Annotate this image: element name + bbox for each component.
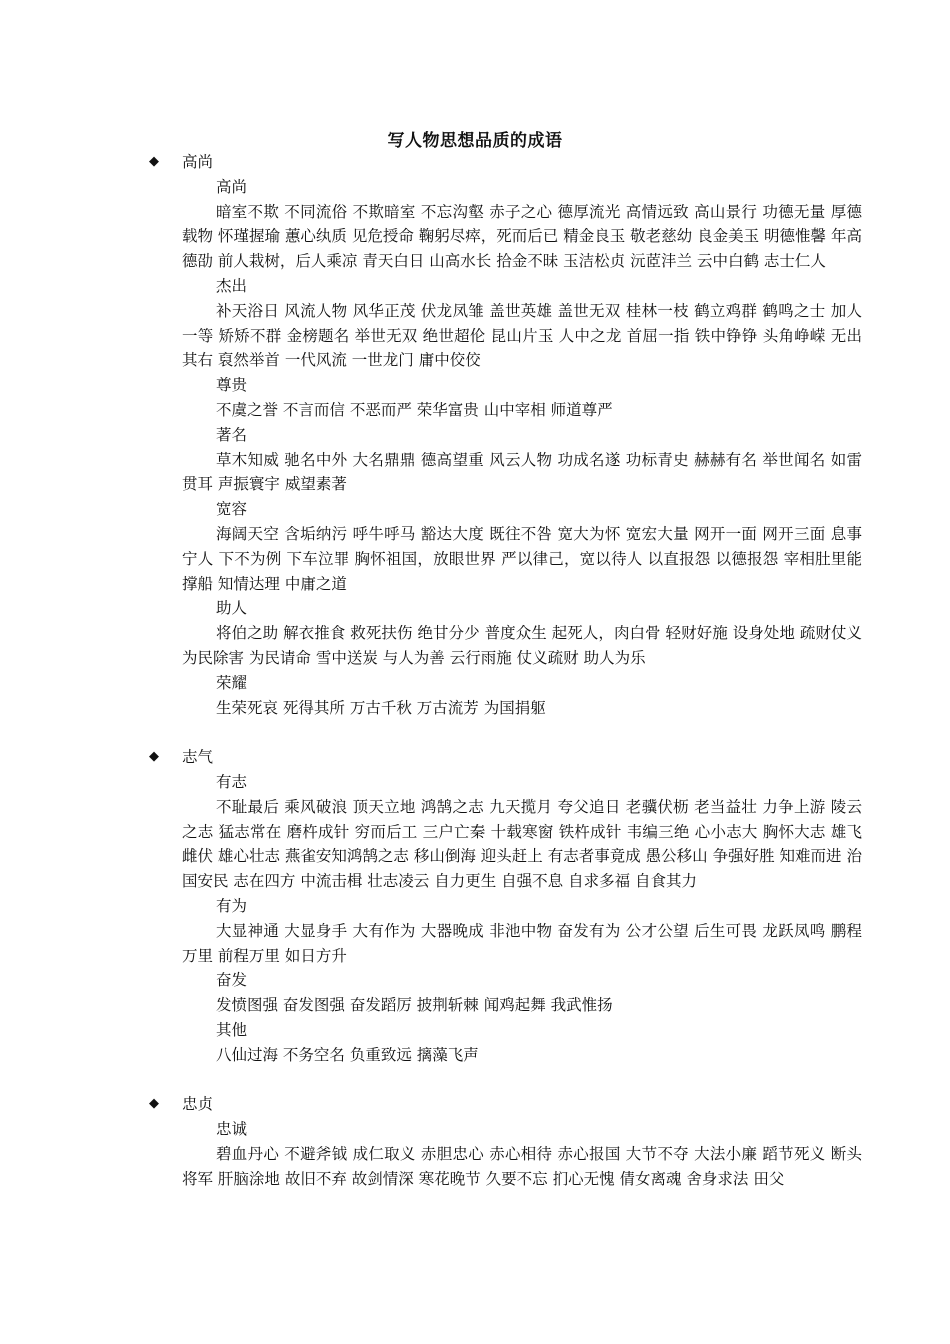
idiom-paragraph: 八仙过海 不务空名 负重致远 摛藻飞声 — [216, 1045, 479, 1064]
idiom-paragraph: 生荣死哀 死得其所 万古千秋 万古流芳 为国捐躯 — [216, 698, 546, 717]
section-heading — [149, 150, 862, 175]
diamond-bullet-icon: ◆ — [149, 154, 159, 169]
document-body — [149, 150, 862, 1191]
subsection-title: 其他 — [216, 1020, 248, 1039]
section-heading — [149, 745, 862, 770]
idiom-paragraph: 不耻最后 乘风破浪 顶天立地 鸿鹄之志 九天揽月 夸父追日 老骥伏枥 老当益壮 力争上游 陵云之志 猛志常在 磨杵成针 穷而后工 三户亡秦 十载寒窗 铁杵成针 韦编三绝 心小志大 胸怀大志 雄飞雌伏 雄心壮志 燕雀安知鸿鹄之志 移山倒海 迎头赶上 有志者事竟成 愚公移山 争强好胜 知难而进 治国安民 志在四方 中流击楫 壮志凌云 自力更生 自强不息 自求多福 自食其力 — [182, 797, 862, 891]
subsection-title: 宽容 — [216, 500, 248, 519]
section-heading — [149, 1092, 862, 1117]
diamond-bullet-icon: ◆ — [149, 749, 159, 765]
section-spacer — [182, 720, 862, 745]
idiom-paragraph: 暗室不欺 不同流俗 不欺暗室 不忘沟壑 赤子之心 德厚流光 高情远致 高山景行 功德无量 厚德载物 怀瑾握瑜 蕙心纨质 见危授命 鞠躬尽瘁，死而后已 精金良玉 敬老慈幼 良金美玉 明德惟馨 年高德劭 前人栽树，后人乘凉 青天白日 山高水长 拾金不昧 玉洁松贞 沅茝沣兰 云中白鹤 志士仁人 — [182, 202, 862, 271]
idiom-paragraph: 补天浴日 风流人物 风华正茂 伏龙凤雏 盖世英雄 盖世无双 桂林一枝 鹤立鸡群 鹤鸣之士 加人一等 矫矫不群 金榜题名 举世无双 绝世超伦 昆山片玉 人中之龙 首屈一指 铁中铮铮 头角峥嵘 无出其右 裒然举首 一代风流 一世龙门 庸中佼佼 — [182, 301, 862, 370]
subsection-title: 助人 — [216, 599, 248, 618]
idiom-paragraph: 将伯之助 解衣推食 救死扶伤 绝甘分少 普度众生 起死人，肉白骨 轻财好施 设身处地 疏财仗义 为民除害 为民请命 雪中送炭 与人为善 云行雨施 仗义疏财 助人为乐 — [182, 624, 862, 667]
subsection-title: 杰出 — [216, 276, 248, 295]
document-title: 写人物思想品质的成语 — [387, 131, 563, 151]
idiom-paragraph: 碧血丹心 不避斧钺 成仁取义 赤胆忠心 赤心相待 赤心报国 大节不夺 大法小廉 蹈节死义 断头将军 肝脑涂地 故旧不弃 故剑情深 寒花晚节 久要不忘 扪心无愧 倩女离魂 舍身求法 田父 — [182, 1144, 862, 1188]
idiom-paragraph: 海阔天空 含垢纳污 呼牛呼马 豁达大度 既往不咎 宽大为怀 宽宏大量 网开一面 网开三面 息事宁人 下不为例 下车泣罪 胸怀祖国，放眼世界 严以律己，宽以待人 以直报怨 以德报怨 宰相肚里能撑船 知情达理 中庸之道 — [182, 524, 862, 593]
idiom-paragraph: 发愤图强 奋发图强 奋发蹈厉 披荆斩棘 闻鸡起舞 我武惟扬 — [216, 996, 613, 1015]
subsection-title: 忠诚 — [216, 1120, 248, 1139]
section-spacer — [182, 1067, 862, 1092]
subsection-title: 有为 — [216, 896, 248, 915]
idiom-paragraph: 草木知威 驰名中外 大名鼎鼎 德高望重 风云人物 功成名遂 功标青史 赫赫有名 举世闻名 如雷贯耳 声振寰宇 威望素著 — [182, 450, 862, 494]
section-heading-text: 忠贞 — [182, 1095, 214, 1114]
subsection-title: 荣耀 — [216, 673, 248, 692]
subsection-title: 尊贵 — [216, 376, 248, 395]
diamond-bullet-icon: ◆ — [149, 1096, 159, 1112]
idiom-paragraph: 不虞之誉 不言而信 不恶而严 荣华富贵 山中宰相 师道尊严 — [216, 400, 613, 419]
section-heading-text: 志气 — [182, 748, 214, 767]
subsection-title: 奋发 — [216, 971, 248, 990]
subsection-title: 著名 — [216, 425, 248, 444]
section-heading-text: 高尚 — [182, 153, 214, 171]
subsection-title: 有志 — [216, 772, 248, 791]
idiom-paragraph: 大显神通 大显身手 大有作为 大器晚成 非池中物 奋发有为 公才公望 后生可畏 龙跃凤鸣 鹏程万里 前程万里 如日方升 — [182, 921, 862, 965]
subsection-title: 高尚 — [216, 177, 248, 196]
